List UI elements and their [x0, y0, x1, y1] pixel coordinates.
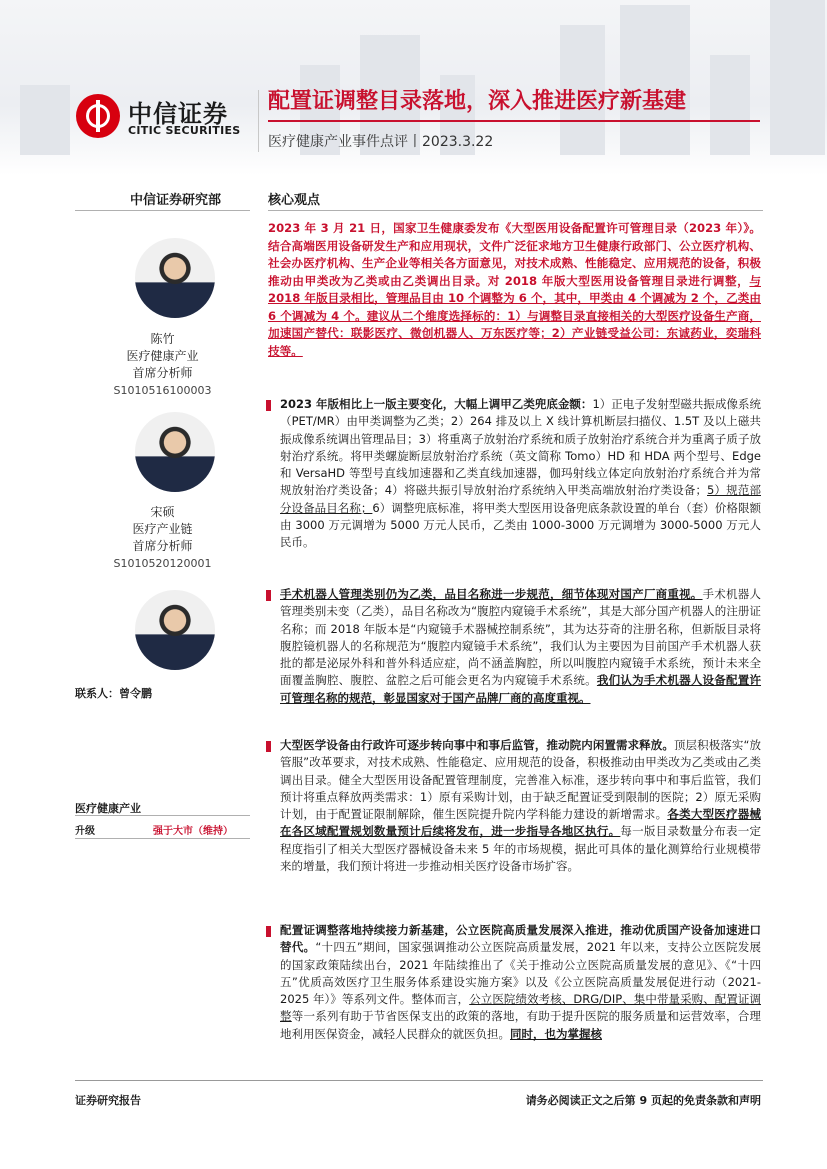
- logo-text-en: CITIC SECURITIES: [128, 124, 241, 137]
- industry-title: 医疗健康产业: [75, 802, 141, 815]
- analyst-card: [75, 504, 250, 572]
- industry-rule: [75, 838, 250, 839]
- analyst-code: S1010516100003: [113, 384, 212, 397]
- analyst-role: 医疗产业链: [132, 522, 193, 536]
- analyst-avatar: [135, 238, 215, 318]
- bullet-underline: 5）规范部分设备品目名称；: [280, 483, 761, 515]
- industry-rule: [75, 815, 250, 816]
- core-summary: [268, 220, 761, 360]
- bullet-text: “十四五”期间，国家强调推动公立医院高质量发展，2021 年以来，支持公立医院发展的国家政策陆续出台，2021 年陆续推出了《关于推动公立医院高质量发展的意见》、《“十四五”优质高效医疗卫生服务体系建设实施方案》以及《公立医院高质量发展促进行动（2021-2025 年）》等系列文件。整体而言，: [280, 940, 761, 1007]
- analyst-role: 首席分析师: [132, 539, 193, 553]
- bullet-underline: 各类大型医疗器械在各区域配置规划数量预计后续将发布，进一步指导各地区执行。: [280, 807, 762, 839]
- analyst-name: 陈竹: [150, 332, 175, 346]
- bullet-text: 6）调整兜底标准，将甲类大型医用设备兜底条款设置的单台（套）价格限额由 3000 万元调增为 5000 万元人民币，乙类由 1000-3000 万元调增为 3000-5000 万元人民币。: [280, 500, 761, 550]
- summary-highlight: 与 2018 年版目录相比，管理品目由 10 个调整为 6 个，其中，甲类由 4 个调减为 2 个，乙类由 6 个调减为 4 个。建议从二个维度选择标的：1）与调整目录直接相关的大型医疗设备生产商，加速国产替代：联影医疗、微创机器人、万东医疗等；2）产业链受益公司：东诚药业，奕瑞科技等。: [268, 273, 761, 358]
- analyst-name: 宋硕: [150, 505, 175, 519]
- header-divider: [258, 90, 259, 152]
- bullet-marker: [266, 926, 271, 937]
- main-rule: [268, 210, 763, 211]
- bullet-lead: 配置证调整落地持续接力新基建，公立医院高质量发展深入推进，推动优质国产设备加速进口替代。: [280, 923, 761, 955]
- analyst-role: 首席分析师: [132, 366, 193, 380]
- bullet-marker: [266, 400, 271, 411]
- bullet-text: 每一版目录数量分布表一定程度指引了相关大型医疗器械设备未来 5 年的市场规模，据此可具体的量化测算给行业规模带来的增量，我们预计将进一步推动相关医疗设备市场扩容。: [280, 824, 762, 874]
- bullet-text: 1）正电子发射型磁共振成像系统（PET/MR）由甲类调整为乙类；2）264 排及以上 X 线计算机断层扫描仪、1.5T 及以上磁共振成像系统调出管理品目；3）将重离子放射治疗系统和质子放射治疗系统合并为重离子质子放射治疗系统。将甲类螺旋断层放射治疗系统（英文简称 Tomo）HD 和 HDA 两个型号、Edge 和 VersaHD 等型号直线加速器和乙类直线加速器，伽玛射线立体定向放射治疗系统合并为常规放射治疗类设备；4）将磁共振引导放射治疗系统纳入甲类高端放射治疗类设备；: [280, 397, 761, 498]
- report-title: 配置证调整目录落地，深入推进医疗新基建: [268, 89, 687, 114]
- logo-text-cn: 中信证券: [128, 100, 228, 128]
- bullet-marker: [266, 741, 271, 752]
- analyst-card: [75, 331, 250, 399]
- bullet-text: 顶层积极落实“放管服”改革要求，对技术成熟、性能稳定、应用规范的设备，积极推动由甲类改为乙类或由乙类调出目录。健全大型医用设备配置管理制度，完善准入标准，逐步转向事中和事后监管，我们预计将重点释放两类需求：1）原有采购计划，由于缺乏配置证受到限制的医院；2）原无采购计划，由于配置证限制解除，催生医院提升院内学科能力建设的新增需求。: [280, 738, 761, 822]
- summary-text: 2023 年 3 月 21 日，国家卫生健康委发布《大型医用设备配置许可管理目录（2023 年）》。结合高端医用设备研发生产和应用现状，文件广泛征求地方卫生健康行政部门、公立医疗机构、社会办医疗机构、生产企业等相关各方面意见，对技术成熟、性能稳定、应用规范的设备，积极推动由甲类改为乙类或由乙类调出目录。对 2018 年版大型医用设备管理目录进行调整，: [268, 221, 761, 288]
- citic-logo-icon: [76, 94, 120, 138]
- bullet-underline: 我们认为手术机器人设备配置许可管理名称的规范，彰显国家对于国产品牌厂商的高度重视。: [280, 673, 762, 705]
- sidebar-rule: [75, 210, 250, 211]
- bullet-marker: [266, 590, 271, 601]
- industry-rating: 强于大市（维持）: [153, 826, 233, 837]
- industry-label: 升级: [75, 826, 95, 837]
- contact-avatar: [135, 590, 215, 670]
- bullet-underline: 公立医院绩效考核、DRG/DIP、集中带量采购、配置证调整: [280, 992, 761, 1024]
- bullet-lead: 大型医学设备由行政许可逐步转向事中和事后监管，推动院内闲置需求释放。: [280, 738, 674, 752]
- bullet-paragraph: [280, 737, 761, 875]
- title-rule: [268, 120, 760, 122]
- bullet-text: 手术机器人管理类别未变（乙类），品目名称改为“腹腔内窥镜手术系统”，其是大部分国产机器人的注册证名称；而 2018 年版本是“内窥镜手术器械控制系统”，其为达芬奇的注册名称，但新版目录将腹腔镜机器人的名称规范为“腹腔内窥镜手术系统”，我们认为主要因为目前国产手术机器人获批的都是泌尿外科和普外科适应症，尚不涵盖胸腔，所以叫腹腔内窥镜手术系统，预计未来全面覆盖胸腔、腹腔、盆腔之后可能会更名为内窥镜手术系统。: [280, 587, 761, 688]
- bullet-lead: 2023 年版相比上一版主要变化，大幅上调甲乙类兜底金额：: [280, 397, 593, 411]
- bullet-paragraph: [280, 396, 761, 552]
- bullet-lead: 手术机器人管理类别仍为乙类，品目名称进一步规范，细节体现对国产厂商重视。: [280, 587, 703, 601]
- bullet-paragraph: [280, 586, 761, 707]
- report-subtitle: 医疗健康产业事件点评丨2023.3.22: [268, 134, 494, 150]
- footer-disclaimer: 请务必阅读正文之后第 9 页起的免责条款和声明: [525, 1094, 761, 1107]
- contact-person: 联系人：曾令鹏: [75, 687, 152, 700]
- section-title: 核心观点: [268, 193, 321, 208]
- analyst-avatar: [135, 412, 215, 492]
- footer-rule: [75, 1080, 763, 1081]
- footer-label: 证券研究报告: [75, 1094, 141, 1107]
- bullet-text: 等一系列有助于节省医保支出的政策的落地，有助于提升医院的服务质量和运营效率，合理地利用医保资金，减轻人民群众的就医负担。: [280, 1009, 762, 1041]
- bullet-paragraph: [280, 922, 761, 1043]
- analyst-role: 医疗健康产业: [126, 349, 199, 363]
- research-dept: 中信证券研究部: [130, 193, 222, 208]
- bullet-tail: 同时，也为掌握核: [510, 1026, 602, 1041]
- analyst-code: S1010520120001: [113, 557, 212, 570]
